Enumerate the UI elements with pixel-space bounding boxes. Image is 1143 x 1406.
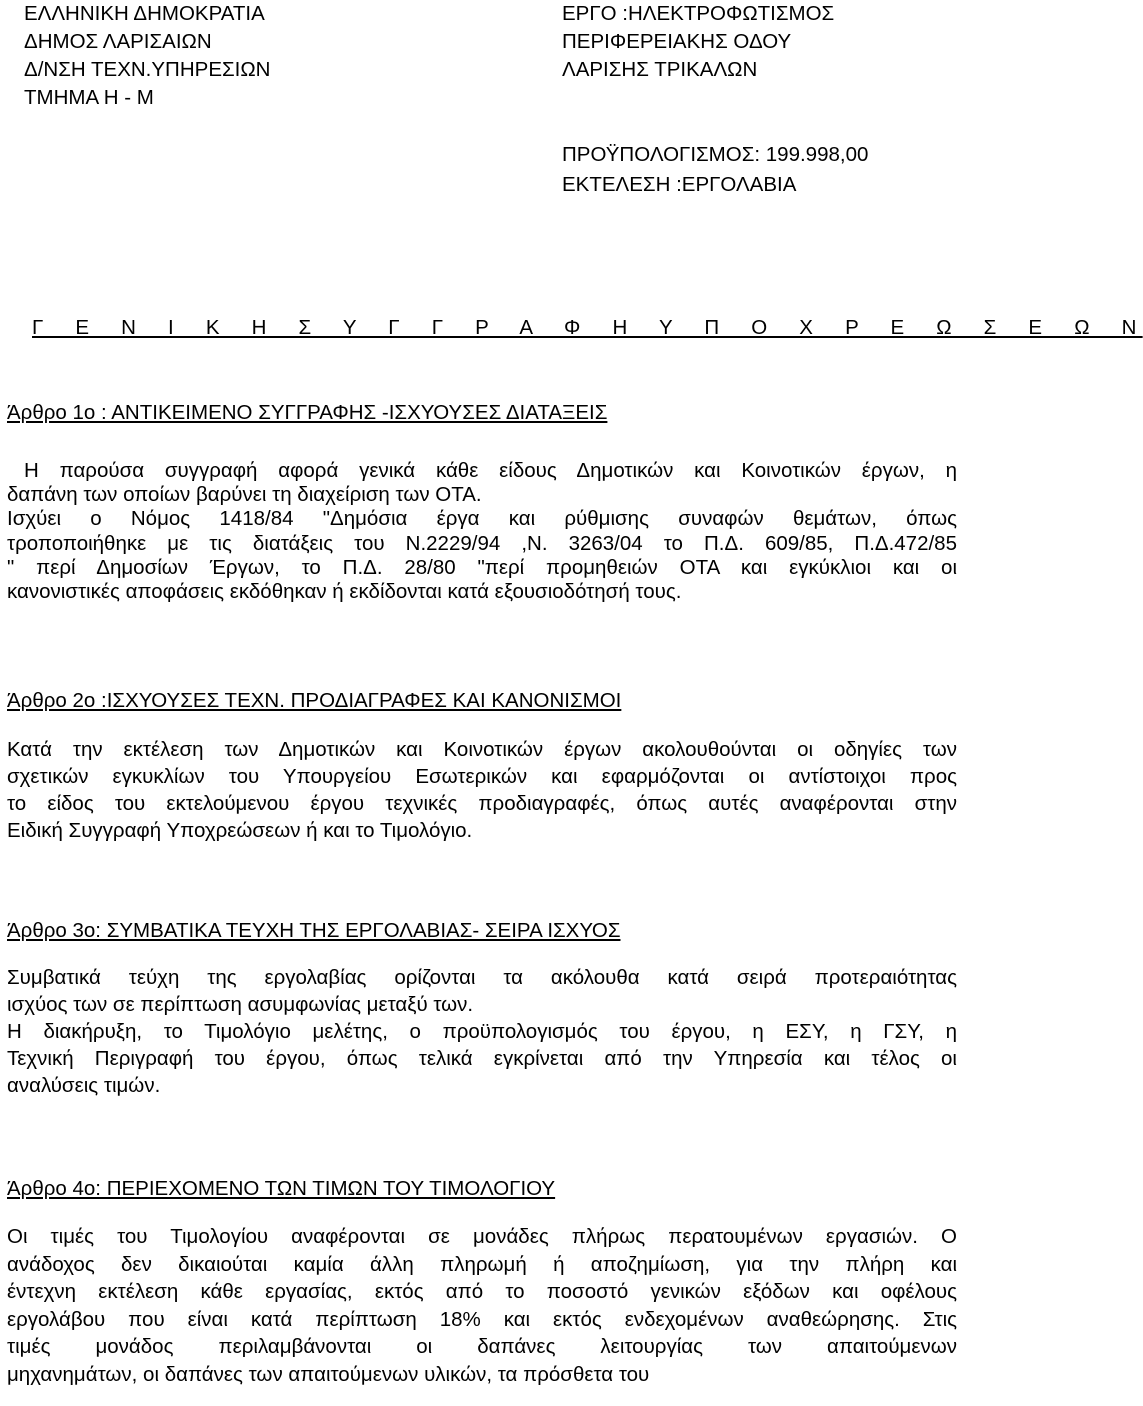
article-4-line: εργολάβου που είναι κατά περίπτωση 18% και εκτός ενδεχομένων αναθεώρησης. Στις [7, 1307, 957, 1331]
article-1-line: " περί Δημοσίων Έργων, το Π.Δ. 28/80 "περί προμηθειών ΟΤΑ και εγκύκλιοι και οι [7, 555, 957, 579]
project-line-1: ΕΡΓΟ :ΗΛΕΚΤΡΟΦΩΤΙΣΜΟΣ [562, 2, 835, 25]
budget-block [562, 140, 868, 200]
article-1-line: δαπάνη των οποίων βαρύνει τη διαχείριση των ΟΤΑ. [7, 483, 482, 507]
article-4-body [7, 1223, 957, 1388]
article-4-line: μηχανημάτων, οι δαπάνες των απαιτούμενων υλικών, τα πρόσθετα του [7, 1362, 650, 1386]
project-line-2: ΠΕΡΙΦΕΡΕΙΑΚΗΣ ΟΔΟΥ [562, 30, 792, 53]
article-4-line: έντεχνη εκτέλεση κάθε εργασίας, εκτός από το ποσοστό γενικών εξόδων και οφέλους [7, 1280, 957, 1303]
article-1-body [7, 459, 957, 604]
header-authority-block [24, 0, 271, 112]
article-1-heading: Άρθρο 1ο : ΑΝΤΙΚΕΙΜΕΝΟ ΣΥΓΓΡΑΦΗΣ -ΙΣΧΥΟΥΣΕΣ ΔΙΑΤΑΞΕΙΣ [7, 401, 608, 424]
budget-amount: ΠΡΟΫΠΟΛΟΓΙΣΜΟΣ: 199.998,00 [562, 143, 869, 166]
document-title: Γ Ε Ν Ι Κ Η Σ Υ Γ Γ Ρ Α Φ Η Υ Π Ο Χ Ρ Ε Ω Σ Ε Ω Ν [32, 316, 1143, 339]
header-municipality: ΔΗΜΟΣ ΛΑΡΙΣΑΙΩΝ [24, 30, 212, 53]
article-1-line: Η παρούσα συγγραφή αφορά γενικά κάθε είδους Δημοτικών και Κοινοτικών έργων, η [24, 459, 957, 482]
article-2-line: το είδος του εκτελούμενου έργου τεχνικές προδιαγραφές, όπως αυτές αναφέρονται στην [7, 792, 957, 815]
article-2-line: Ειδική Συγγραφή Υποχρεώσεων ή και το Τιμολόγιο. [7, 819, 473, 842]
article-1-line: Ισχύει ο Νόμος 1418/84 "Δημόσια έργα και ρύθμισης συναφών θεμάτων, όπως [7, 507, 957, 531]
article-2-heading: Άρθρο 2ο :ΙΣΧΥΟΥΣΕΣ ΤΕΧΝ. ΠΡΟΔΙΑΓΡΑΦΕΣ ΚΑΙ ΚΑΝΟΝΙΣΜΟΙ [7, 689, 622, 712]
article-4-line: Οι τιμές του Τιμολογίου αναφέρονται σε μονάδες πλήρως περατουμένων εργασιών. Ο [7, 1225, 957, 1248]
header-department: ΤΜΗΜΑ Η - Μ [24, 86, 154, 109]
article-3-line: Η διακήρυξη, το Τιμολόγιο μελέτης, ο προϋπολογισμός του έργου, η ΕΣΥ, η ΓΣΥ, η [7, 1020, 957, 1043]
article-2-line: σχετικών εγκυκλίων του Υπουργείου Εσωτερικών και εφαρμόζονται οι αντίστοιχοι προς [7, 765, 957, 788]
execution-method: ΕΚΤΕΛΕΣΗ :ΕΡΓΟΛΑΒΙΑ [562, 173, 797, 196]
article-3-line: Συμβατικά τεύχη της εργολαβίας ορίζονται τα ακόλουθα κατά σειρά προτεραιότητας [7, 966, 957, 989]
article-4-line: τιμές μονάδος περιλαμβάνονται οι δαπάνες λειτουργίας των απαιτούμενων [7, 1335, 957, 1358]
article-3-line: ισχύος των σε περίπτωση ασυμφωνίας μεταξύ των. [7, 993, 474, 1016]
article-4-heading: Άρθρο 4ο: ΠΕΡΙΕΧΟΜΕΝΟ ΤΩΝ ΤΙΜΩΝ ΤΟΥ ΤΙΜΟΛΟΓΙΟΥ [7, 1177, 556, 1200]
article-1-line: κανονιστικές αποφάσεις εκδόθηκαν ή εκδίδονται κατά εξουσιοδότησή τους. [7, 579, 682, 603]
article-3-heading: Άρθρο 3ο: ΣΥΜΒΑΤΙΚΑ ΤΕΥΧΗ ΤΗΣ ΕΡΓΟΛΑΒΙΑΣ- ΣΕΙΡΑ ΙΣΧΥΟΣ [7, 919, 621, 942]
project-line-3: ΛΑΡΙΣΗΣ ΤΡΙΚΑΛΩΝ [562, 58, 758, 81]
article-4-line: ανάδοχος δεν δικαιούται καμία άλλη πληρωμή ή αποζημίωση, για την πλήρη και [7, 1252, 957, 1276]
article-3-line: αναλύσεις τιμών. [7, 1074, 161, 1097]
article-3-line: Τεχνική Περιγραφή του έργου, όπως τελικά εγκρίνεται από την Υπηρεσία και τέλος οι [7, 1047, 957, 1070]
header-country: ΕΛΛΗΝΙΚΗ ΔΗΜΟΚΡΑΤΙΑ [24, 2, 265, 25]
article-1-line: τροποποιήθηκε με τις διατάξεις του Ν.2229/94 ,Ν. 3263/04 το Π.Δ. 609/85, Π.Δ.472/85 [7, 531, 957, 555]
header-directorate: Δ/ΝΣΗ ΤΕΧΝ.ΥΠΗΡΕΣΙΩΝ [24, 58, 271, 81]
article-2-body [7, 736, 957, 844]
header-project-block [562, 0, 834, 84]
article-2-line: Κατά την εκτέλεση των Δημοτικών και Κοινοτικών έργων ακολουθούνται οι οδηγίες των [7, 738, 957, 761]
article-3-body [7, 964, 957, 1099]
